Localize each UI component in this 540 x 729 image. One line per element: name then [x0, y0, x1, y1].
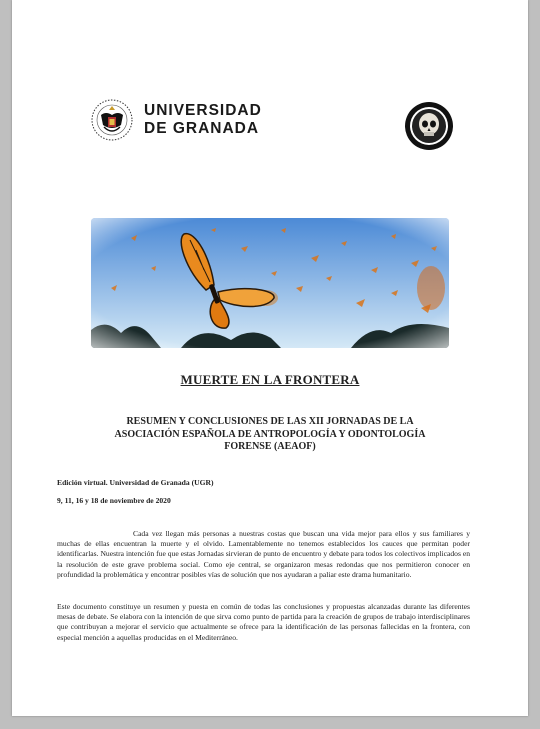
university-name-line1: UNIVERSIDAD — [144, 102, 262, 119]
university-name-line2: DE GRANADA — [144, 120, 260, 137]
edition-info: Edición virtual. Universidad de Granada (UGR) — [57, 478, 214, 487]
university-logo — [90, 97, 262, 143]
butterfly-banner-image — [91, 218, 449, 348]
skull-seal-icon — [404, 101, 454, 151]
university-crest-icon — [90, 97, 134, 143]
intro-paragraph: Cada vez llegan más personas a nuestras costas que buscan una vida mejor para ellos y sus familiares y muchas de ellas encuentran la muerte y el olvido. Lamentablemente no tenemos establecidos los cauces que permitan poder identificarlas. Nuestra intención fue que estas Jornadas sirvieran de punto de encuentro y debate para todos los colectivos implicados en la resolución de este grave problema social. Como eje central, se organizaron mesas redondas que nos permitieron conocer en profundidad la problemática y encontrar posibles vías de solución que nos ayudaran a paliar este drama humanitario. — [57, 529, 470, 579]
event-dates: 9, 11, 16 y 18 de noviembre de 2020 — [57, 496, 171, 505]
document-subtitle: RESUMEN Y CONCLUSIONES DE LAS XII JORNADAS DE LA ASOCIACIÓN ESPAÑOLA DE ANTROPOLOGÍA Y ODONTOLOGÍA FORENSE (AEAOF) — [114, 416, 426, 452]
document-page — [12, 0, 528, 716]
summary-paragraph: Este documento constituye un resumen y puesta en común de todas las conclusiones y propuestas alcanzadas durante las diferentes mesas de debate. Se elabora con la intención de que sirva como punto de partida para la creación de grupos de trabajo interdisciplinares que contribuyan a mejorar el servicio que actualmente se ofrece para la identificación de las personas fallecidas en la frontera, con especial mención a aquellas producidas en el Mediterráneo. — [57, 602, 470, 642]
document-title: MUERTE EN LA FRONTERA — [180, 372, 360, 387]
